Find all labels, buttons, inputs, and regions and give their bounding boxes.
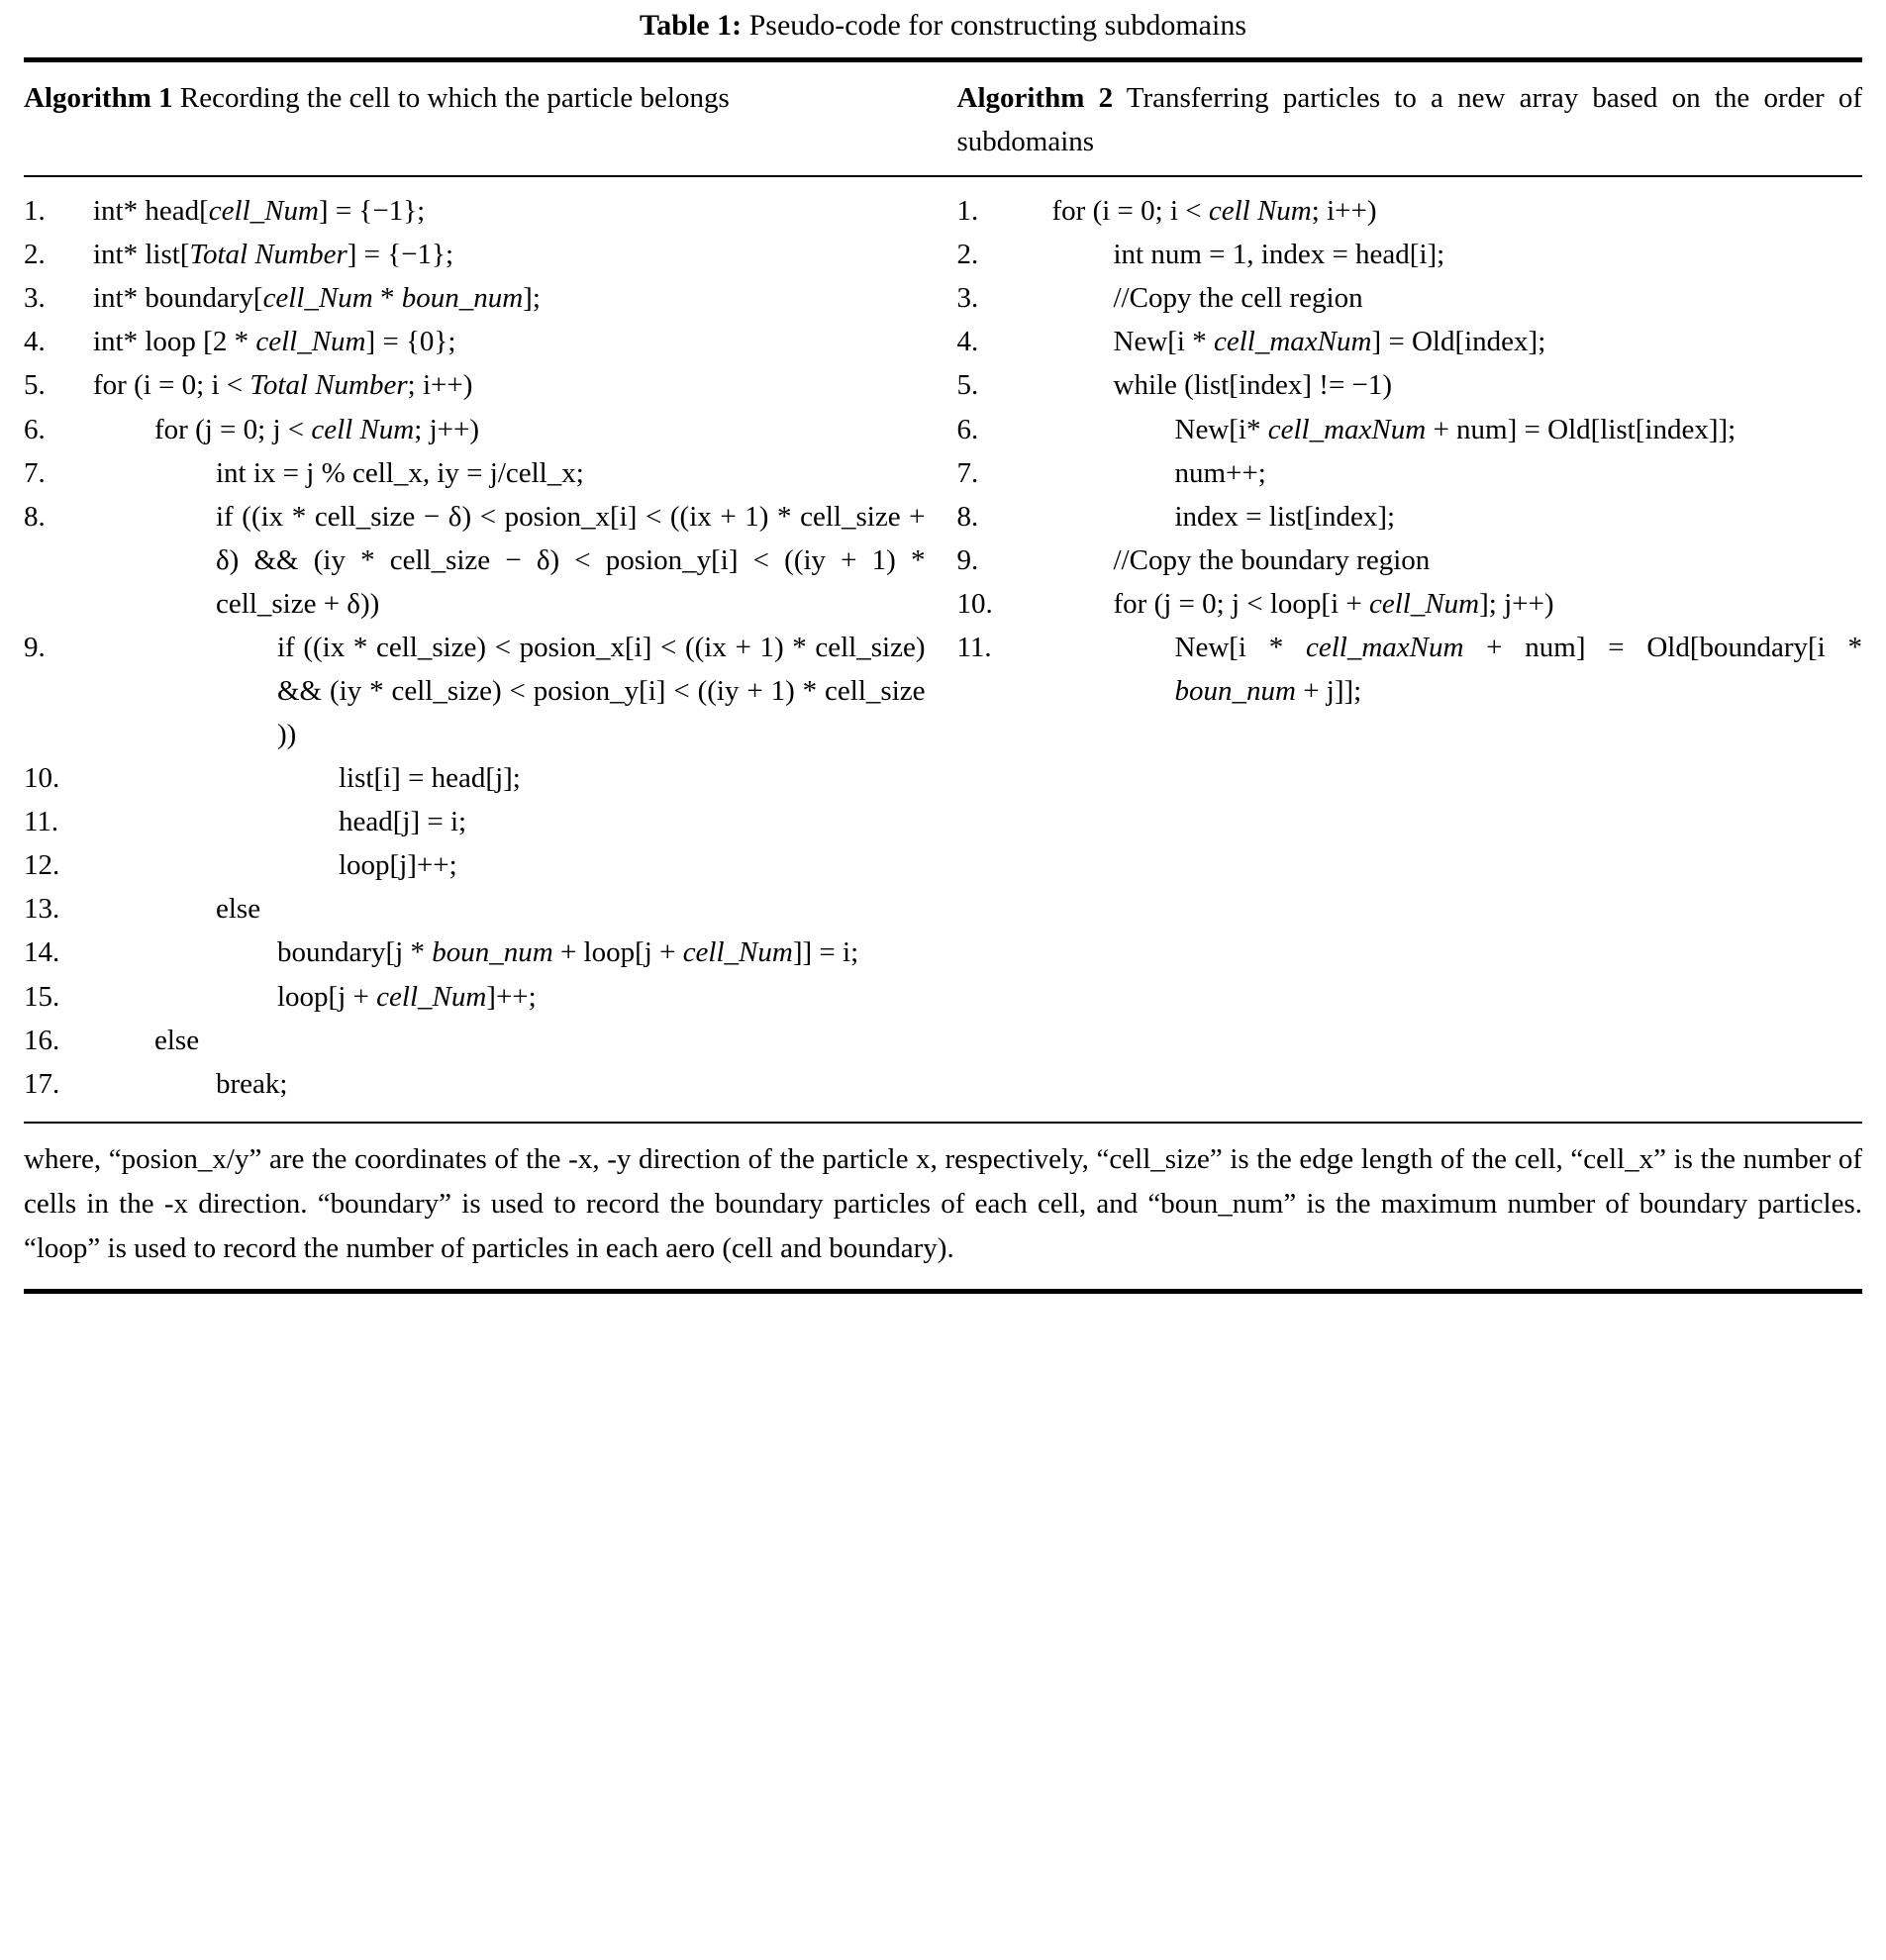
algorithm1-title: Algorithm 1 [24, 82, 173, 114]
code-line [957, 189, 1863, 233]
code-line [24, 843, 926, 887]
code-line-text: for (j = 0; j < loop[i + cell_Num]; j++) [1113, 587, 1554, 620]
code-line-number: 11. [956, 631, 992, 663]
code-line-number: 4. [956, 326, 979, 358]
code-line-number: 7. [24, 456, 46, 489]
algorithm-headings-row [24, 62, 1862, 175]
code-line [957, 451, 1863, 495]
algorithm2-heading [957, 62, 1863, 175]
code-line-text: list[i] = head[j]; [339, 762, 521, 795]
code-line-number: 2. [956, 239, 979, 271]
algorithm2-code-cell [943, 177, 1870, 1122]
code-line-number: 2. [24, 239, 46, 271]
code-line-number: 10. [24, 762, 60, 795]
code-line-number: 7. [956, 456, 979, 489]
code-line-number: 10. [956, 587, 993, 620]
algorithm2-heading-text: Transferring particles to a new array based on the order of subdomains [956, 82, 1862, 158]
code-line-number: 12. [24, 849, 60, 882]
code-line-number: 13. [24, 893, 60, 926]
code-line-number: 6. [956, 413, 979, 445]
code-line [24, 451, 926, 495]
code-line [957, 495, 1863, 539]
code-line [24, 756, 926, 800]
caption-label: Table 1: [639, 9, 743, 42]
code-line [957, 363, 1863, 407]
code-line-text: int* boundary[cell_Num * boun_num]; [93, 282, 541, 315]
code-line [956, 626, 1870, 713]
code-line [24, 887, 926, 931]
code-line [24, 363, 926, 407]
code-line [24, 495, 933, 626]
code-line-text: for (i = 0; i < Total Number; i++) [93, 369, 473, 402]
code-line [957, 539, 1863, 582]
code-line-number: 5. [24, 369, 46, 402]
code-line [24, 626, 933, 756]
code-line-text: int* loop [2 * cell_Num] = {0}; [93, 326, 456, 358]
algorithm1-heading-cell [24, 62, 943, 175]
code-line-number: 1. [956, 195, 979, 228]
code-line-text: int* head[cell_Num] = {−1}; [93, 195, 426, 228]
code-line [957, 233, 1863, 276]
code-line-text: New[i * cell_maxNum] = Old[index]; [1113, 326, 1546, 358]
algorithm2-title: Algorithm 2 [956, 82, 1114, 114]
caption-text: Pseudo-code for constructing subdomains [748, 9, 1246, 42]
code-line-number: 16. [24, 1024, 60, 1056]
algorithm1-heading [24, 62, 926, 132]
code-line-number: 5. [956, 369, 979, 402]
code-line-number: 8. [24, 500, 46, 533]
code-line [24, 931, 926, 974]
code-line-text: int* list[Total Number] = {−1}; [93, 239, 454, 271]
code-line-text: else [154, 1024, 200, 1056]
table-note: where, “posion_x/y” are the coordinates of the -x, -y direction of the particle x, respectively, “cell_size” is the edge length of the cell, “cell_x” is the number of cells in the -x direction. “boundary” is used to record the boundary particles of each cell, and “boun_num” is the maximum number of boundary particles. “loop” is used to record the number of particles in each aero (cell and boundary). [24, 1142, 1862, 1264]
code-line-text: index = list[index]; [1174, 500, 1396, 533]
table-caption [24, 0, 1862, 57]
code-line-number: 9. [24, 631, 46, 663]
code-line-number: 15. [24, 980, 60, 1013]
code-line-text: break; [216, 1067, 288, 1100]
code-line-number: 3. [24, 282, 46, 315]
code-line-number: 6. [24, 413, 46, 445]
code-line [24, 800, 926, 843]
code-line-text: if ((ix * cell_size − δ) < posion_x[i] < ((ix + 1) * cell_size + δ) && (iy * cell_size − δ) < posion_y[i] < ((iy + 1) * cell_size + δ)) [216, 500, 933, 620]
code-line-number: 8. [956, 500, 979, 533]
code-line [957, 276, 1863, 320]
code-line [24, 1019, 926, 1062]
code-line-text: if ((ix * cell_size) < posion_x[i] < ((ix + 1) * cell_size) && (iy * cell_size) < posion_y[i] < ((iy + 1) * cell_size )) [277, 631, 933, 751]
code-line-text: else [216, 893, 261, 926]
code-line-text: int num = 1, index = head[i]; [1113, 239, 1445, 271]
code-line [24, 320, 926, 363]
algorithm2-code-block [956, 177, 1870, 729]
code-line [957, 582, 1863, 626]
code-line-text: int ix = j % cell_x, iy = j/cell_x; [216, 456, 584, 489]
code-line-text: while (list[index] != −1) [1113, 369, 1393, 402]
code-line-text: boundary[j * boun_num + loop[j + cell_Num]] = i; [277, 936, 859, 969]
algorithm1-heading-text: Recording the cell to which the particle belongs [179, 82, 730, 114]
code-line-number: 4. [24, 326, 46, 358]
algorithm1-code-block [24, 177, 933, 1122]
code-line [957, 320, 1863, 363]
algorithm1-code-cell [24, 177, 943, 1122]
code-line-text: num++; [1174, 456, 1266, 489]
code-line [24, 408, 926, 451]
code-line [957, 408, 1863, 451]
code-line-number: 9. [956, 543, 979, 576]
code-line-text: New[i * cell_maxNum + num] = Old[boundary[i * boun_num + j]]; [1174, 631, 1870, 708]
code-line-text: //Copy the cell region [1113, 282, 1363, 315]
code-line-text: head[j] = i; [339, 806, 467, 838]
code-line-number: 17. [24, 1067, 60, 1100]
code-line-number: 11. [24, 806, 59, 838]
code-line-text: loop[j]++; [339, 849, 457, 882]
code-line-text: for (j = 0; j < cell Num; j++) [154, 413, 479, 445]
algorithm2-heading-cell [943, 62, 1863, 175]
code-line-text: //Copy the boundary region [1113, 543, 1431, 576]
code-line-text: New[i* cell_maxNum + num] = Old[list[index]]; [1174, 413, 1737, 445]
algorithm-code-row [24, 177, 1870, 1122]
code-line-number: 1. [24, 195, 46, 228]
code-line [24, 975, 926, 1019]
code-line-number: 3. [956, 282, 979, 315]
code-line-number: 14. [24, 936, 60, 969]
code-line [24, 233, 926, 276]
code-line-text: for (i = 0; i < cell Num; i++) [1051, 195, 1377, 228]
code-line [24, 189, 926, 233]
code-line [24, 276, 926, 320]
code-line [24, 1062, 926, 1106]
code-line-text: loop[j + cell_Num]++; [277, 980, 537, 1013]
